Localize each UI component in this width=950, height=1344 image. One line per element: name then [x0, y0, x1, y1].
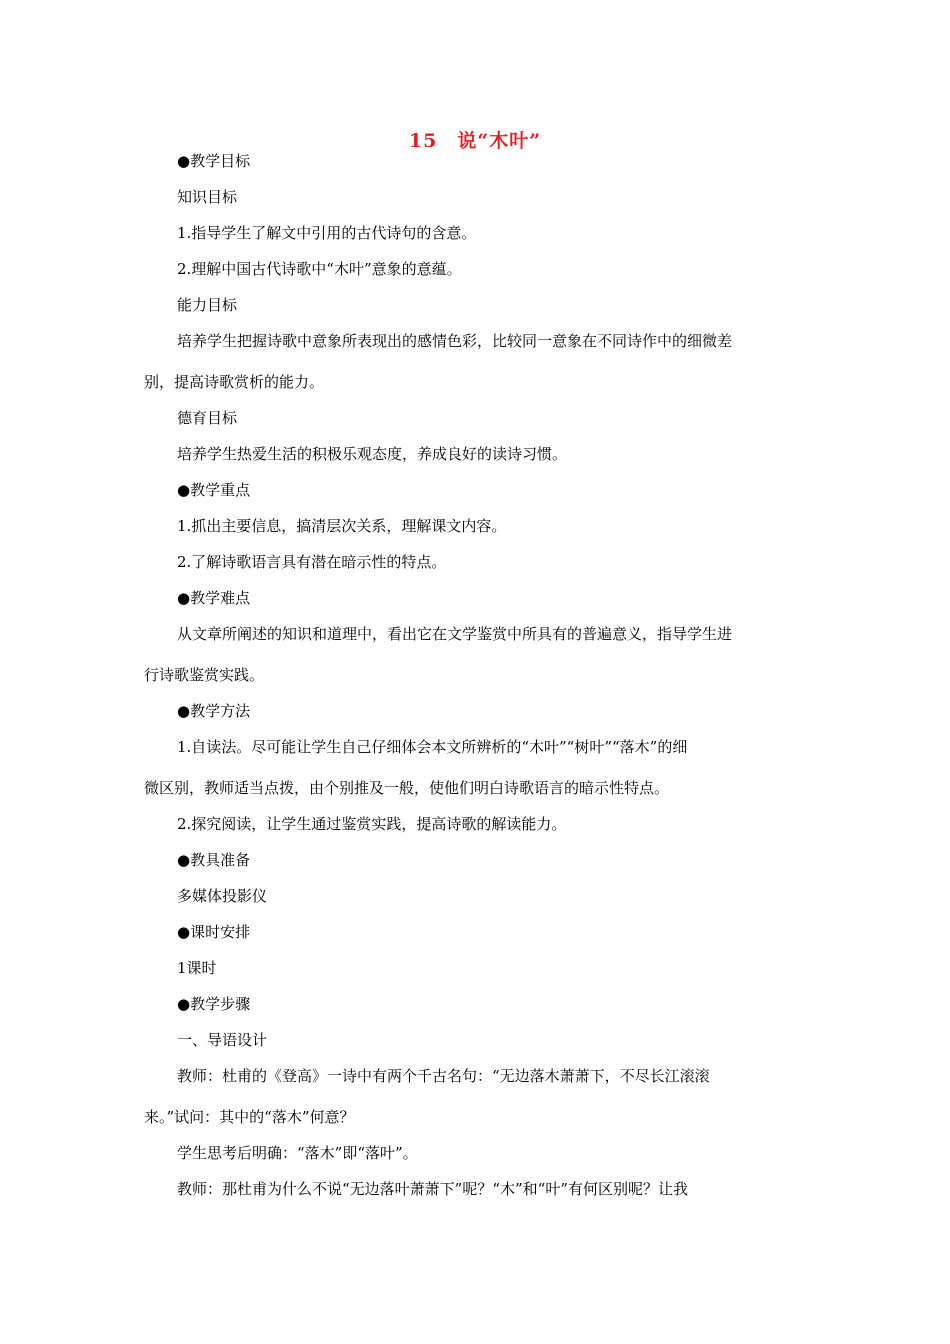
paragraph-continuation: 微区别，教师适当点拨，由个别推及一般，使他们明白诗歌语言的暗示性特点。: [144, 779, 670, 797]
section-heading-key-points: ●教学重点: [177, 481, 251, 499]
paragraph-continuation: 行诗歌鉴赏实践。: [144, 666, 265, 684]
paragraph: 多媒体投影仪: [177, 887, 268, 905]
subheading-intro-design: 一、导语设计: [177, 1031, 268, 1049]
paragraph: 2.理解中国古代诗歌中“木叶”意象的意蕴。: [177, 260, 462, 278]
paragraph: 1.自读法。尽可能让学生自己仔细体会本文所辨析的“木叶”“树叶”“落木”的细: [177, 738, 688, 756]
section-heading-tools: ●教具准备: [177, 851, 251, 869]
paragraph: 教师：那杜甫为什么不说“无边落叶萧萧下”呢？“木”和“叶”有何区别呢？让我: [177, 1180, 689, 1198]
paragraph: 1课时: [177, 959, 217, 977]
paragraph: 2.探究阅读，让学生通过鉴赏实践，提高诗歌的解读能力。: [177, 815, 567, 833]
paragraph: 1.抓出主要信息，搞清层次关系，理解课文内容。: [177, 517, 507, 535]
paragraph-continuation: 来。”试问：其中的“落木”何意？: [144, 1108, 355, 1126]
section-heading-schedule: ●课时安排: [177, 923, 251, 941]
paragraph: 培养学生热爱生活的积极乐观态度，养成良好的读诗习惯。: [177, 445, 568, 463]
subheading-knowledge-goals: 知识目标: [177, 188, 238, 206]
paragraph: 2.了解诗歌语言具有潜在暗示性的特点。: [177, 553, 447, 571]
paragraph: 学生思考后明确：“落木”即“落叶”。: [177, 1144, 418, 1162]
section-heading-methods: ●教学方法: [177, 702, 251, 720]
document-title: 15 说“木叶”: [408, 130, 542, 152]
paragraph-continuation: 别，提高诗歌赏析的能力。: [144, 373, 325, 391]
paragraph: 培养学生把握诗歌中意象所表现出的感情色彩，比较同一意象在不同诗作中的细微差: [177, 332, 733, 350]
section-heading-teaching-goals: ●教学目标: [177, 152, 251, 170]
subheading-ability-goals: 能力目标: [177, 296, 238, 314]
paragraph: 1.指导学生了解文中引用的古代诗句的含意。: [177, 224, 477, 242]
section-heading-steps: ●教学步骤: [177, 995, 251, 1013]
paragraph: 教师：杜甫的《登高》一诗中有两个千古名句：“无边落木萧萧下，不尽长江滚滚: [177, 1067, 710, 1085]
section-heading-difficulties: ●教学难点: [177, 589, 251, 607]
subheading-moral-goals: 德育目标: [177, 409, 238, 427]
paragraph: 从文章所阐述的知识和道理中，看出它在文学鉴赏中所具有的普遍意义，指导学生进: [177, 625, 733, 643]
